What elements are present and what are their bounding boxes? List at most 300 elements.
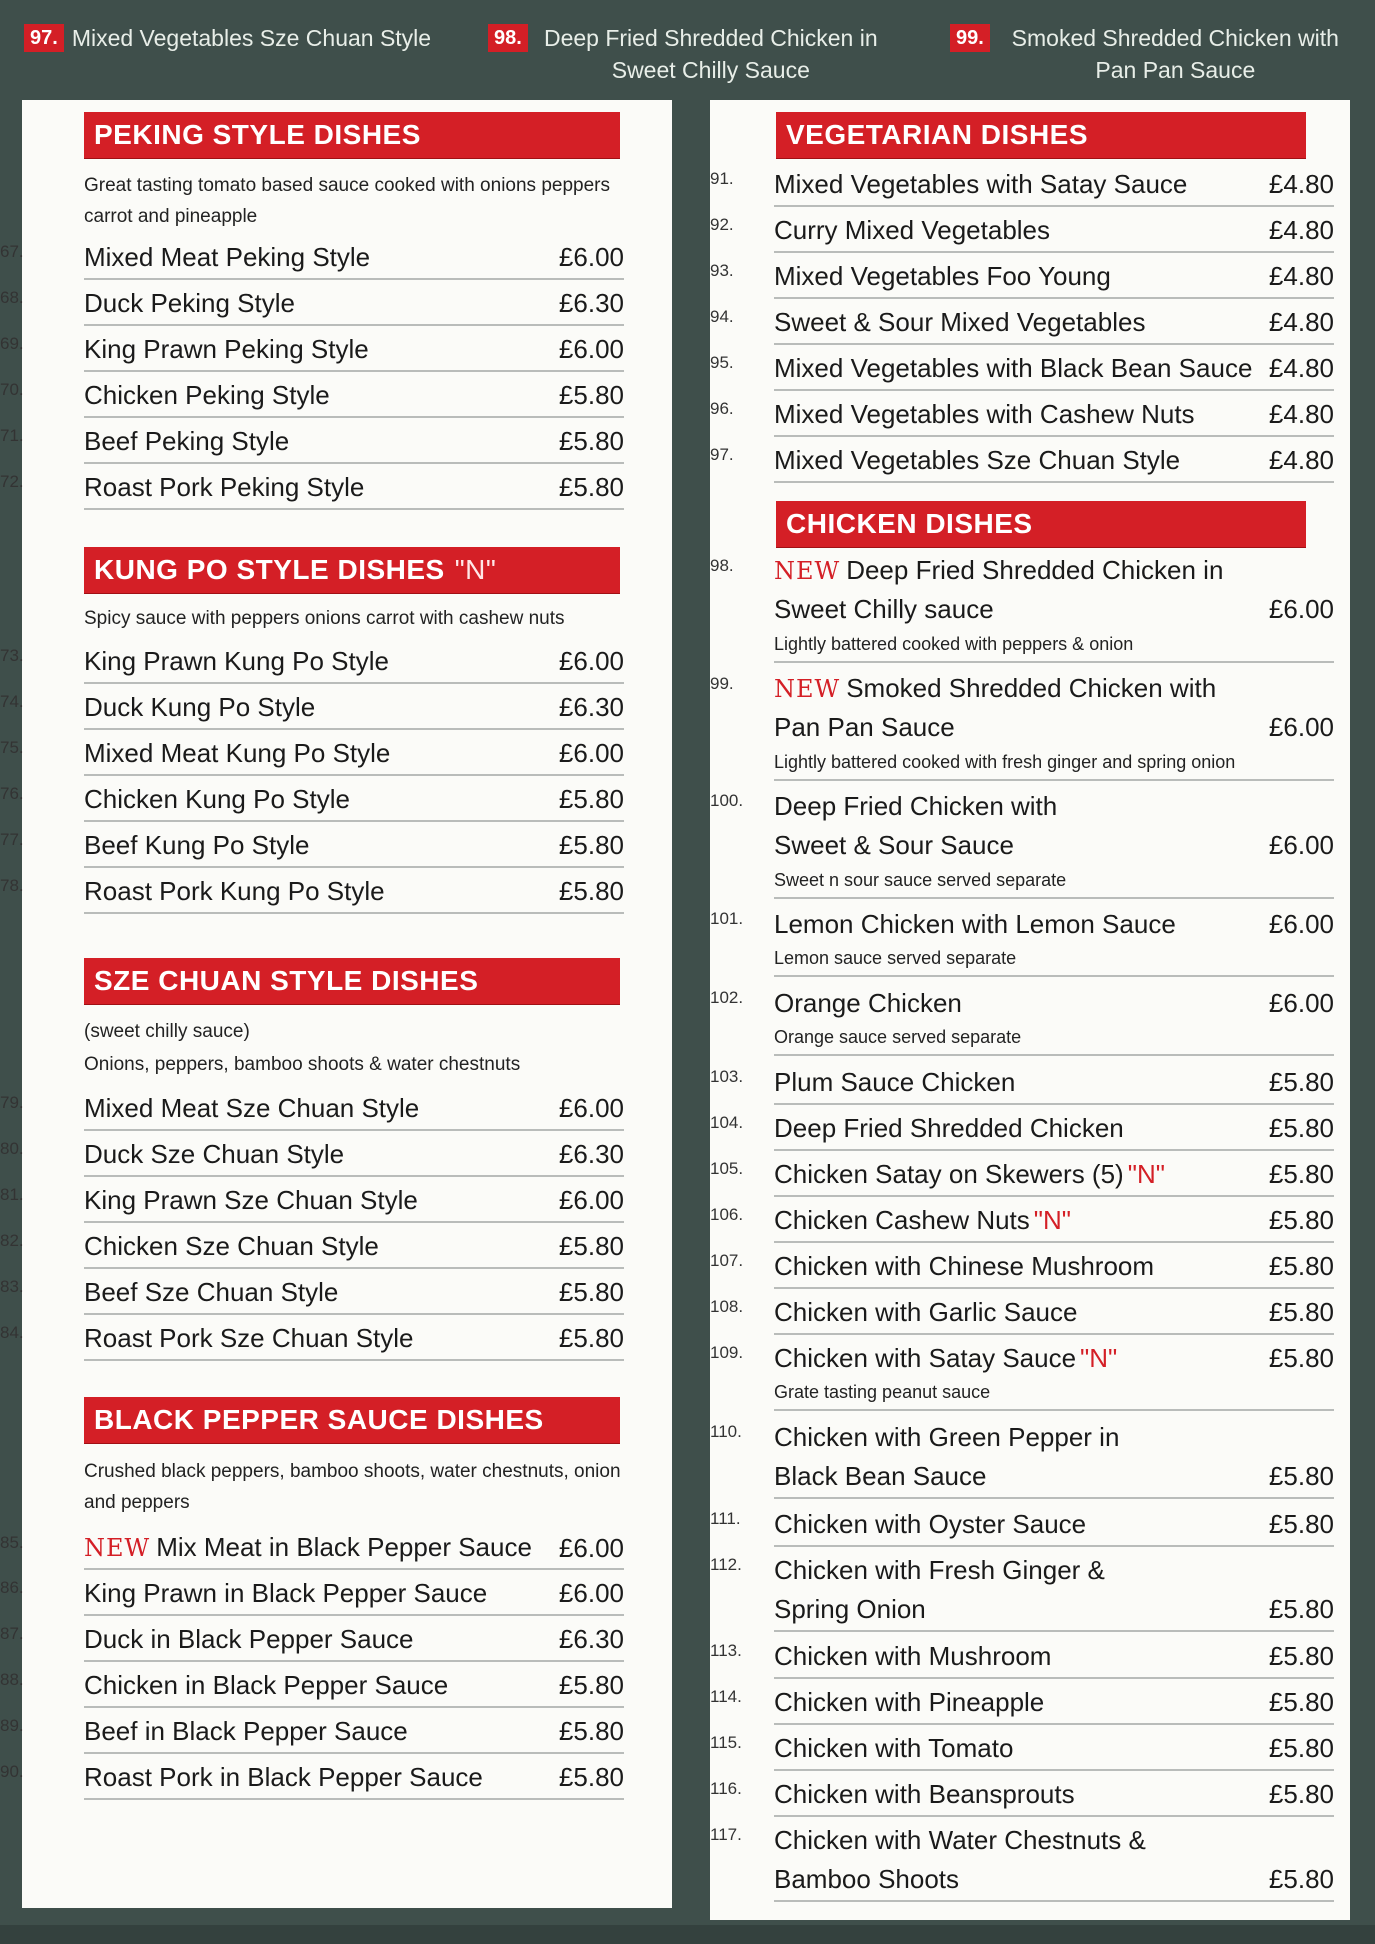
item-price: £5.80	[558, 472, 624, 502]
row-divider	[774, 1769, 1334, 1771]
row-divider	[774, 481, 1334, 483]
item-number: 111.	[710, 1509, 741, 1528]
row-divider	[774, 343, 1334, 345]
section-title: PEKING STYLE DISHES	[94, 119, 421, 150]
menu-item-row	[710, 167, 1334, 201]
item-price: £6.00	[1268, 594, 1334, 624]
item-name-wrap	[774, 1685, 1269, 1719]
item-name: King Prawn Sze Chuan Style	[84, 1185, 418, 1215]
item-name-wrap	[84, 1229, 559, 1263]
section-header-black-pepper	[84, 1397, 620, 1443]
menu-item-row	[710, 1203, 1334, 1237]
item-price: £5.80	[1268, 1251, 1334, 1281]
row-divider	[774, 1815, 1334, 1817]
item-name: Chicken Peking Style	[84, 380, 330, 410]
item-number: 75.	[0, 738, 24, 757]
item-price: £6.30	[558, 1139, 624, 1169]
item-name: Chicken Satay on Skewers (5)	[774, 1159, 1124, 1189]
menu-item-row	[0, 240, 624, 274]
row-divider	[84, 278, 624, 280]
menu-item-row	[710, 1507, 1334, 1541]
item-number: 69.	[0, 334, 24, 353]
item-name-wrap	[774, 907, 1269, 941]
menu-item-row	[0, 782, 624, 816]
item-name-wrap	[84, 1530, 559, 1565]
item-name-line1: Chicken with Fresh Ginger &	[774, 1555, 1105, 1585]
menu-item-line2	[774, 828, 1334, 862]
item-number: 72.	[0, 472, 24, 491]
item-name: Beef Kung Po Style	[84, 830, 310, 860]
menu-item-row	[710, 1249, 1334, 1283]
item-number: 88.	[0, 1670, 24, 1689]
item-price: £6.30	[558, 692, 624, 722]
item-name-wrap	[774, 1823, 1334, 1857]
item-name: Chicken with Oyster Sauce	[774, 1509, 1087, 1539]
item-note: Orange sauce served separate	[774, 1027, 1022, 1047]
row-divider	[84, 682, 624, 684]
top-strip	[0, 0, 1375, 95]
item-number: 82.	[0, 1231, 24, 1250]
item-name-wrap	[774, 1639, 1269, 1673]
item-price: £5.80	[558, 876, 624, 906]
item-number: 95.	[710, 353, 734, 372]
row-divider	[774, 1333, 1334, 1335]
item-number: 100.	[710, 791, 744, 810]
row-divider	[84, 370, 624, 372]
item-number: 105.	[710, 1159, 744, 1178]
row-divider	[774, 1054, 1334, 1056]
item-name-wrap	[774, 1203, 1269, 1237]
item-name: Mixed Vegetables Foo Young	[774, 261, 1111, 291]
item-number: 85.	[0, 1533, 24, 1552]
row-divider	[774, 1241, 1334, 1243]
item-number: 109.	[710, 1343, 744, 1362]
item-name: Beef Peking Style	[84, 426, 290, 456]
item-number: 71.	[0, 426, 24, 445]
item-name-wrap	[84, 1714, 559, 1748]
item-name-wrap	[84, 828, 559, 862]
row-divider	[774, 661, 1334, 663]
item-price: £6.00	[558, 1578, 624, 1608]
top-item-99	[950, 22, 1360, 86]
row-divider	[774, 435, 1334, 437]
item-name: Chicken with Garlic Sauce	[774, 1297, 1078, 1327]
item-number: 89.	[0, 1716, 24, 1735]
item-name-wrap	[774, 1507, 1269, 1541]
item-number: 80.	[0, 1139, 24, 1158]
item-name-line1: Chicken with Green Pepper in	[774, 1422, 1120, 1452]
item-number: 84.	[0, 1323, 24, 1342]
item-name: Chicken with Beansprouts	[774, 1779, 1075, 1809]
item-price: £5.80	[1268, 1733, 1334, 1763]
row-divider	[84, 1175, 624, 1177]
item-price: £4.80	[1268, 169, 1334, 199]
item-price: £5.80	[1268, 1687, 1334, 1717]
section-description: Great tasting tomato based sauce cooked with onions peppers carrot and pineapple	[84, 175, 610, 227]
section-title: CHICKEN DISHES	[786, 508, 1033, 539]
item-name: Chicken with Tomato	[774, 1733, 1014, 1763]
item-name: Chicken Cashew Nuts	[774, 1205, 1030, 1235]
item-number: 93.	[710, 261, 734, 280]
item-number: 79.	[0, 1093, 24, 1112]
item-name-wrap	[774, 397, 1269, 431]
menu-item-row	[710, 1065, 1334, 1099]
menu-item-row	[0, 424, 624, 458]
item-name: Deep Fried Shredded Chicken	[774, 1113, 1124, 1143]
item-name-wrap	[774, 986, 1269, 1020]
item-number: 68.	[0, 288, 24, 307]
item-name-wrap	[84, 644, 559, 678]
row-divider	[84, 774, 624, 776]
section-title: BLACK PEPPER SAUCE DISHES	[94, 1404, 544, 1435]
menu-item-row	[710, 986, 1334, 1020]
section-title: SZE CHUAN STYLE DISHES	[94, 965, 479, 996]
item-price: £5.80	[558, 1716, 624, 1746]
menu-item-line1	[710, 671, 1334, 706]
item-price: £5.80	[1268, 1113, 1334, 1143]
menu-item-row	[710, 213, 1334, 247]
item-price: £5.80	[558, 1277, 624, 1307]
item-name-wrap	[774, 167, 1269, 201]
section-header-peking	[84, 112, 620, 158]
item-price: £5.80	[1268, 1864, 1334, 1894]
new-label: NEW	[84, 1534, 151, 1562]
row-divider	[84, 462, 624, 464]
item-name-wrap	[84, 1321, 559, 1355]
item-number: 81.	[0, 1185, 24, 1204]
item-price: £5.80	[558, 1670, 624, 1700]
item-name: Duck in Black Pepper Sauce	[84, 1624, 414, 1654]
item-note: Lightly battered cooked with fresh ginger and spring onion	[774, 752, 1236, 772]
item-name-wrap	[774, 1111, 1269, 1145]
item-name-wrap	[84, 1137, 559, 1171]
top-item-98	[488, 22, 918, 86]
item-name: Mixed Vegetables Sze Chuan Style	[71, 25, 432, 51]
menu-item-row	[710, 397, 1334, 431]
item-number: 107.	[710, 1251, 744, 1270]
section-description: (sweet chilly sauce)	[84, 1021, 250, 1042]
menu-item-row	[0, 644, 624, 678]
item-name-wrap	[84, 782, 559, 816]
menu-item-row	[0, 1530, 624, 1565]
item-number: 91.	[710, 169, 734, 188]
item-name-wrap	[774, 443, 1269, 477]
item-price: £4.80	[1268, 261, 1334, 291]
item-name: Mixed Meat Sze Chuan Style	[84, 1093, 420, 1123]
item-name-wrap	[774, 305, 1269, 339]
item-price: £6.00	[1268, 909, 1334, 939]
row-divider	[774, 1677, 1334, 1679]
item-price: £4.80	[1268, 307, 1334, 337]
item-number: 98.	[710, 556, 734, 575]
menu-item-line1	[710, 1553, 1334, 1587]
section-header-vegetarian	[776, 112, 1306, 158]
item-number: 99.	[710, 674, 734, 693]
menu-item-row	[0, 1576, 624, 1610]
menu-item-row	[0, 736, 624, 770]
menu-item-row	[710, 351, 1334, 385]
nuts-tag: "N"	[454, 554, 497, 585]
item-name-wrap	[774, 789, 1334, 823]
item-number: 102.	[710, 988, 744, 1007]
item-price: £5.80	[1268, 1509, 1334, 1539]
item-name-wrap	[84, 424, 559, 458]
item-price: £5.80	[1268, 1343, 1334, 1373]
item-price: £6.00	[1268, 830, 1334, 860]
item-name: Mixed Vegetables with Black Bean Sauce	[774, 353, 1253, 383]
row-divider	[84, 1568, 624, 1570]
menu-item-row	[0, 1760, 624, 1794]
menu-item-row	[710, 1685, 1334, 1719]
item-number: 73.	[0, 646, 24, 665]
menu-item-row	[0, 286, 624, 320]
item-name: King Prawn in Black Pepper Sauce	[84, 1578, 488, 1608]
item-name: Deep Fried Shredded Chicken in Sweet Chilly Sauce	[543, 25, 878, 83]
item-number: 113.	[710, 1641, 742, 1660]
menu-item-row	[0, 1091, 624, 1125]
item-price: £6.00	[558, 1533, 624, 1563]
item-number-badge: 99.	[950, 24, 990, 52]
item-price: £5.80	[1268, 1461, 1334, 1491]
menu-item-row	[0, 332, 624, 366]
item-name-wrap	[84, 332, 559, 366]
item-number: 97.	[710, 445, 734, 464]
item-price: £6.00	[1268, 712, 1334, 742]
menu-item-line1	[710, 553, 1334, 588]
row-divider	[774, 251, 1334, 253]
row-divider	[774, 297, 1334, 299]
menu-item-row	[0, 1137, 624, 1171]
item-number: 106.	[710, 1205, 744, 1224]
item-price: £5.80	[558, 380, 624, 410]
item-name-wrap	[84, 1183, 559, 1217]
menu-item-row	[0, 1668, 624, 1702]
item-name: Curry Mixed Vegetables	[774, 215, 1051, 245]
item-price: £6.00	[558, 242, 624, 272]
item-name-line2: Sweet & Sour Sauce	[774, 830, 1014, 860]
item-name: Mixed Vegetables Sze Chuan Style	[774, 445, 1181, 475]
item-name-wrap	[774, 1341, 1269, 1375]
menu-item-row	[710, 259, 1334, 293]
item-name: Beef in Black Pepper Sauce	[84, 1716, 408, 1746]
item-price: £6.00	[558, 334, 624, 364]
menu-item-row	[710, 1639, 1334, 1673]
item-name: Chicken with Chinese Mushroom	[774, 1251, 1155, 1281]
item-price: £6.30	[558, 1624, 624, 1654]
section-title: VEGETARIAN DISHES	[786, 119, 1089, 150]
row-divider	[84, 1614, 624, 1616]
row-divider	[774, 1149, 1334, 1151]
item-name-wrap	[774, 1065, 1269, 1099]
section-title: KUNG PO STYLE DISHES	[94, 554, 445, 585]
row-divider	[774, 1287, 1334, 1289]
item-price: £4.80	[1268, 215, 1334, 245]
item-price: £6.00	[558, 1185, 624, 1215]
item-price: £5.80	[1268, 1779, 1334, 1809]
item-name-wrap	[84, 1275, 559, 1309]
item-name: King Prawn Kung Po Style	[84, 646, 389, 676]
item-number: 117.	[710, 1825, 742, 1844]
menu-item-row	[710, 1295, 1334, 1329]
menu-item-row	[0, 1275, 624, 1309]
item-name: Chicken in Black Pepper Sauce	[84, 1670, 449, 1700]
item-number: 112.	[710, 1555, 742, 1574]
row-divider	[84, 324, 624, 326]
item-number: 92.	[710, 215, 734, 234]
new-label: NEW	[774, 675, 841, 703]
row-divider	[84, 1129, 624, 1131]
item-price: £5.80	[558, 830, 624, 860]
item-number: 67.	[0, 242, 24, 261]
item-number: 96.	[710, 399, 734, 418]
item-name-wrap	[84, 1760, 559, 1794]
item-name-wrap	[774, 1731, 1269, 1765]
item-price: £5.80	[558, 1762, 624, 1792]
item-name-wrap	[774, 1295, 1269, 1329]
item-price: £5.80	[1268, 1594, 1334, 1624]
item-name-line1: Chicken with Water Chestnuts &	[774, 1825, 1146, 1855]
menu-item-row	[710, 1111, 1334, 1145]
row-divider	[774, 1103, 1334, 1105]
item-name-wrap	[84, 1622, 559, 1656]
item-price: £5.80	[558, 426, 624, 456]
item-name: Chicken with Mushroom	[774, 1641, 1052, 1671]
menu-item-row	[710, 1731, 1334, 1765]
item-number: 104.	[710, 1113, 744, 1132]
menu-item-row	[0, 1183, 624, 1217]
row-divider	[774, 389, 1334, 391]
section-description: Spicy sauce with peppers onions carrot with cashew nuts	[84, 608, 565, 629]
item-name-wrap	[774, 1420, 1334, 1454]
item-name-line2: Bamboo Shoots	[774, 1864, 960, 1894]
menu-item-line1	[710, 789, 1334, 823]
item-name-line2: Black Bean Sauce	[774, 1461, 987, 1491]
item-price: £6.00	[558, 646, 624, 676]
item-price: £6.00	[1268, 988, 1334, 1018]
row-divider	[774, 975, 1334, 977]
menu-item-row	[0, 470, 624, 504]
item-name: Mixed Vegetables with Cashew Nuts	[774, 399, 1195, 429]
row-divider	[774, 1900, 1334, 1902]
row-divider	[84, 1798, 624, 1800]
item-price: £5.80	[1268, 1297, 1334, 1327]
menu-item-row	[0, 378, 624, 412]
item-name: Duck Sze Chuan Style	[84, 1139, 345, 1169]
item-name-wrap	[84, 470, 559, 504]
item-name-wrap	[84, 240, 559, 274]
item-price: £4.80	[1268, 353, 1334, 383]
item-name: Orange Chicken	[774, 988, 962, 1018]
item-name: Roast Pork Peking Style	[84, 472, 365, 502]
item-name: Smoked Shredded Chicken with Pan Pan Sauce	[1011, 25, 1339, 83]
row-divider	[774, 1195, 1334, 1197]
item-number: 83.	[0, 1277, 24, 1296]
menu-item-line2	[774, 1592, 1334, 1626]
item-name: King Prawn Peking Style	[84, 334, 369, 364]
item-number: 115.	[710, 1733, 742, 1752]
section-description: Crushed black peppers, bamboo shoots, water chestnuts, onion and peppers	[84, 1461, 621, 1513]
item-number: 74.	[0, 692, 24, 711]
top-item-97	[24, 22, 431, 54]
row-divider	[84, 416, 624, 418]
item-price: £5.80	[558, 784, 624, 814]
item-number: 70.	[0, 380, 24, 399]
item-name: Beef Sze Chuan Style	[84, 1277, 339, 1307]
item-price: £6.00	[558, 738, 624, 768]
item-name-wrap	[774, 1157, 1269, 1191]
nuts-tag: "N"	[1127, 1159, 1165, 1189]
menu-item-line2	[774, 1459, 1334, 1493]
item-name-wrap	[774, 259, 1269, 293]
menu-item-line1	[710, 1420, 1334, 1454]
menu-item-row	[710, 907, 1334, 941]
item-note: Sweet n sour sauce served separate	[774, 870, 1067, 890]
item-number: 86.	[0, 1578, 24, 1597]
item-name: Roast Pork Sze Chuan Style	[84, 1323, 414, 1353]
item-name-wrap	[774, 553, 1334, 588]
nuts-tag: "N"	[1033, 1205, 1072, 1235]
row-divider	[774, 1630, 1334, 1632]
item-name-line1: Deep Fried Chicken with	[774, 791, 1058, 821]
menu-item-row	[0, 1321, 624, 1355]
section-header-sze-chuan	[84, 958, 620, 1004]
item-number: 94.	[710, 307, 734, 326]
item-name: Mixed Meat Peking Style	[84, 242, 371, 272]
menu-item-line1	[710, 1823, 1334, 1857]
item-name-line2: Sweet Chilly sauce	[774, 594, 994, 624]
item-name: Chicken Sze Chuan Style	[84, 1231, 379, 1261]
item-price: £4.80	[1268, 399, 1334, 429]
item-note: Grate tasting peanut sauce	[774, 1382, 991, 1402]
row-divider	[84, 1359, 624, 1361]
item-name-wrap	[774, 1553, 1334, 1587]
item-name-wrap	[774, 213, 1269, 247]
right-menu-panel	[710, 100, 1350, 1920]
row-divider	[774, 1409, 1334, 1411]
item-name: Duck Kung Po Style	[84, 692, 316, 722]
menu-item-row	[710, 443, 1334, 477]
row-divider	[84, 1267, 624, 1269]
menu-item-line2	[774, 1862, 1334, 1896]
item-price: £5.80	[1268, 1159, 1334, 1189]
item-name: Chicken with Satay Sauce	[774, 1343, 1077, 1373]
item-name-wrap	[84, 286, 559, 320]
item-name: Chicken with Pineapple	[774, 1687, 1045, 1717]
menu-item-line2	[774, 592, 1334, 626]
item-name: Plum Sauce Chicken	[774, 1067, 1016, 1097]
item-number-badge: 98.	[488, 24, 528, 52]
item-number: 103.	[710, 1067, 744, 1086]
item-name-wrap	[84, 690, 559, 724]
row-divider	[774, 897, 1334, 899]
item-name-wrap	[84, 736, 559, 770]
item-number: 114.	[710, 1687, 742, 1706]
item-number: 90.	[0, 1762, 24, 1781]
item-name: Lemon Chicken with Lemon Sauce	[774, 909, 1176, 939]
item-name-wrap	[774, 1249, 1269, 1283]
item-price: £5.80	[1268, 1641, 1334, 1671]
menu-item-row	[0, 1714, 624, 1748]
item-name: Mix Meat in Black Pepper Sauce	[156, 1532, 532, 1562]
menu-item-row	[0, 874, 624, 908]
row-divider	[774, 205, 1334, 207]
menu-item-row	[0, 690, 624, 724]
item-name: Roast Pork Kung Po Style	[84, 876, 385, 906]
item-price: £5.80	[558, 1323, 624, 1353]
item-number: 77.	[0, 830, 24, 849]
row-divider	[774, 1545, 1334, 1547]
menu-item-row	[0, 1622, 624, 1656]
